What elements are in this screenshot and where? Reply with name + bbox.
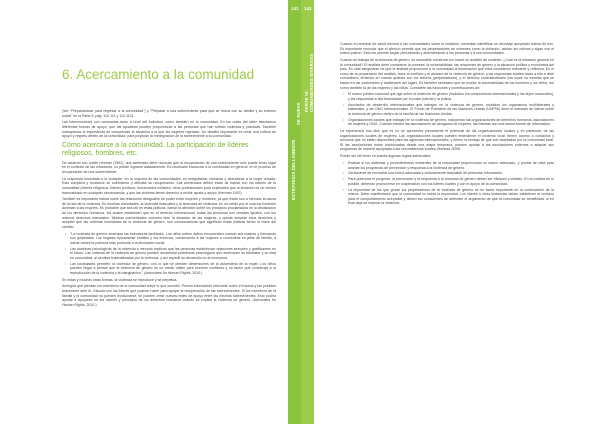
right-bullet-1-3: • Organizaciones locales que trabajan en la violencia de género, incluyendo las organizaciones de derechos humanos, asociaciones de mujeres y ONG. Cuando existen las asociaciones de abogados de mujeres, las mismas son una buena fuente de información.: [348, 118, 554, 127]
left-paragraph-2: De acuerdo con Judith Herman (1992), una acelerado debe recordar que la recuperación de una sobreviviente sólo puede tener lugar en el contexto de las relaciones, no puede lograrse aisladamente. Es necesario involucrar a la comunidad en general, en el proceso de recuperación de una sobreviviente.: [62, 160, 276, 174]
chapter-title: 6. Acercamiento a la comunidad: [62, 67, 255, 82]
left-lead-paragraph: (Ver "Preparándose para regresar a la comunidad") y "Preparar a una sobreviviente para que se reúna con su familia y su entorno social" en la Parte II, pág. 110-111 y 112-113).: [62, 109, 276, 118]
left-bullet-3: • Las sociedades permiten la violencia de género, con lo que se pierden dimensiones de la autoestima de la mujer. Los niños pueden llegar a pensar que la violencia de género es un medio válido para resolver conflictos y un factor que contribuye a la reproducción de la violencia y la marginación." (Advocates for Human Rights, 2010.): [70, 262, 276, 276]
left-page-column: [62, 109, 276, 309]
right-page-column: [340, 42, 554, 208]
right-bullet-2-2: • Cerciorarse de encontrar una forma adecuada y culturalmente aceptable de presentar información.: [348, 171, 554, 176]
left-bullet-2: • Las doctrinas psicológicas de la violencia a menudo implican que las personas establezcan relaciones sexuales y gratificantes en el futuro. Las víctimas de la violencia de género pueden desarrollar problemas psicológicos que amenacen su bienestar y su vida en comunidad, al sentirse traumatizadas por la violencia, y así impedir su desarrollo en la economía.: [70, 247, 276, 261]
right-paragraph-3: La experiencia nos dice que es no se aprovecha plenamente el potencial de las organizaciones locales y en particular, de las organizaciones locales de mujeres. Las organizaciones locales pueden entenderse el contexto local, tienen acceso a contactos y recursos que no están disponibles para las agencias internacionales, y tienen la ventaja de que son aceptadas por la comunidad local. Si las asociaciones están involucradas desde una etapa temprana, pueden ayudar a las asociaciones externas a adaptar sus programas de manera apropiada a las circunstancias locales (Herstad 2009).: [340, 129, 554, 152]
left-paragraph-1: Las intervenciones son necesarias tanto a nivel del individuo, como también en la comunidad. En las notas del taller asentamos diferentes formas de apoyo, que las ayudarán pueden proporcionar a las personas que han sufrido violencia y prácticas. También subrayamos la importancia de comprender la situación a la que las mujeres regresan. Un desafío importante es crear una cultura de apoyo y respeto dentro de la comunidad, para propiciar la reintegración de la sobreviviente a su comunidad.: [62, 120, 276, 139]
side-label-right-2: COMUNIDADES DIVERSAS: [309, 53, 314, 112]
right-paragraph-1: Cuando el personal de salud informa a las comunidades sobre la violación, necesitan identificar un abordaje apropiado hablar de eso. Es importante recordar que el silencio permite que los perpetradores de crímenes como la violación, actúen sin críticas y sigan con el mismo patrón. Esto les permite seguir perturbando y atormentando a las personas y a sus comunidades.: [340, 42, 554, 56]
left-paragraph-3: La respuesta inmediata a la violación, en la mayoría de las comunidades, es estigmatizar, rechazar y abandonar a la mujer violada. Esto complica y recarruce su sufrimiento y dificulta su recuperación. Las acelerados deben tratar de hablar con los líderes de la comunidad (líderes religiosos, líderes políticos, funcionarios militares, otros profesionales para explicarles que la violación es un crimen traumatizado en cualquier circunstancia, y que las víctimas tienen derecho a recibir ayuda y apoyo (Herman 1992).: [62, 176, 276, 195]
left-paragraph-4: También es importante hablar sobre las relaciones desiguales de poder entre mujeres y hombres, ya que éstas son a menudo la causa de la raíz de la violencia. En muchas sociedades, la violencia masculina y la amenaza de violencia, es un medio por el cual los hombres dominan a las mujeres. Es probable que sea útil en estas pláticas, llamar la atención sobre los principios proclamados en la declaración de los derechos humanos, los cuales establecen que en el derecho internacional, todas las personas son creadas iguales, con los mismos derechos esenciales. Muchas comunidades conocen bien la situación de las mujeres, y quizás aceptan esos derechos y aceptan que las víctimas inmediatas de la violencia de género, son consecuencias que significan estas pláticas serán la clave del cambio.: [62, 197, 276, 229]
page-number-right: 142: [304, 6, 312, 11]
left-paragraph-6: Averigüe qué piensan los miembros de la comunidad sobre lo que sucedió. Provea información relevante sobre el trauma y las posibles reacciones ante él. Discuta con los líderes qué podrían hacer para apoyar la recuperación de las sobrevivientes. Si los miembros de la familia y la comunidad no pueden involucrarse, se pueden crear nuevas redes de apoyo entre las mismas sobrevivientes. Esto podría ayudar a apoyarse en los valores y principios de los derechos humanos cuando se explica la violencia de género. (Advocates for Human Rights, 2010.): [62, 284, 276, 307]
side-label-left-2: SE NUEVA: [296, 102, 301, 125]
left-paragraph-5: En estas y muchas otras formas, la violencia se reproduce y se perpetúa.: [62, 277, 178, 282]
side-label-right-1: PARTE III:: [304, 90, 309, 112]
right-bullet-2-4: • La impunidad de los que gozan los perpetradores de la violencia de género es un factor importante en la continuación de la misma. Debe manifestarse que la comunidad no tolera la impunidad. Los líderes u otras instancias deben establecer el rechazo para el comportamiento aceptable y deben ser conscientes de defender el argumento de que la comunidad se beneficiará, si en ésta deja de imperar la violencia.: [348, 188, 554, 206]
right-bullet-2-1: • Evaluar si los sistemas y procedimientos existentes de la comunidad proporcionan un marco adecuado, y puntos de vista para ampliar los programas de prevención y respuesta a la violencia de género.: [348, 161, 554, 170]
side-label-left-1: ESTRATEGIA DELLAMENTE: [291, 139, 296, 200]
right-paragraph-2: Cuando se trabaja de la violencia de género, es razonable comenzar por hacer un análisis de contexto: ¿Cuál es la situación general en la comunidad? El análisis debe considerar la pobreza, la vulnerabilidad, las relaciones de género y la situación política y económica del país. Es vital asegurarse de que el análisis proporcione a la comunidad la información que ellos consideran relevante y reflexiva. En el curso de la preparación del análisis, trace la conflicto y el alcance de la violencia de género, y las respuestas locales hacia a ella a nivel comunitario, teniendo en cuenta quiénes son los actores (perpetradores), y el derecho consuetudinario (las leyes no escritas que se basan en las costumbres y tradiciones del lugar). Es también necesario que se evalúe la vulnerabilidad de los hombres y los niños, así como también la de las mujeres y las niñas. Considere las funciones y contribuciones de:: [340, 57, 554, 90]
page-number-left: 141: [291, 6, 299, 11]
section-title: Cómo acercarse a la comunidad. La participación de líderes religiosos, hombres, etc.: [62, 141, 249, 157]
right-bullet-1-1: • El marco jurídico nacional que rige sobre la violencia de género (incluidos los compromisos internacionales y las leyes nacionales), y las respuestas a ella formuladas por el poder judicial y la policía.: [348, 92, 554, 101]
left-bullet-1: • "La violencia de género amenaza las estructuras familiares. Los niños sufren daños emocionales cuando sus madres y hermanas son golpeadas. Los hogares típicamente hostiles y los entornos, condenando a las mujeres a convertirse en jefas de familia, a luchar contra la pobreza más profunda a la disolución social.: [70, 232, 276, 246]
right-bullet-1-2: • Asociados de desarrollo internacionales que trabajan en la violencia de género, incluidos los organismos multilaterales y bilaterales, y las ONG Internacionales. El Fondo de Población de las Naciones Unidas (UNFPA) tiene el mandato de liderar sobre la violencia de género dentro de la familia de las Naciones Unidas.: [348, 103, 554, 117]
right-paragraph-4: Puede ser útil tener en cuenta algunas reglas adicionales:: [340, 154, 432, 159]
right-bullet-list-2: [340, 161, 554, 206]
left-green-band: [288, 0, 301, 424]
left-bullet-list: [62, 232, 276, 276]
right-bullet-2-3: • Para potenciar el progreso, la prevención y la respuesta a la violencia de género deben ser eficaces y visibles. En la medida de lo posible, deberían promoverse en cooperación con los líderes locales y con el apoyo de la comunidad.: [348, 177, 554, 186]
right-bullet-list-1: [340, 92, 554, 127]
